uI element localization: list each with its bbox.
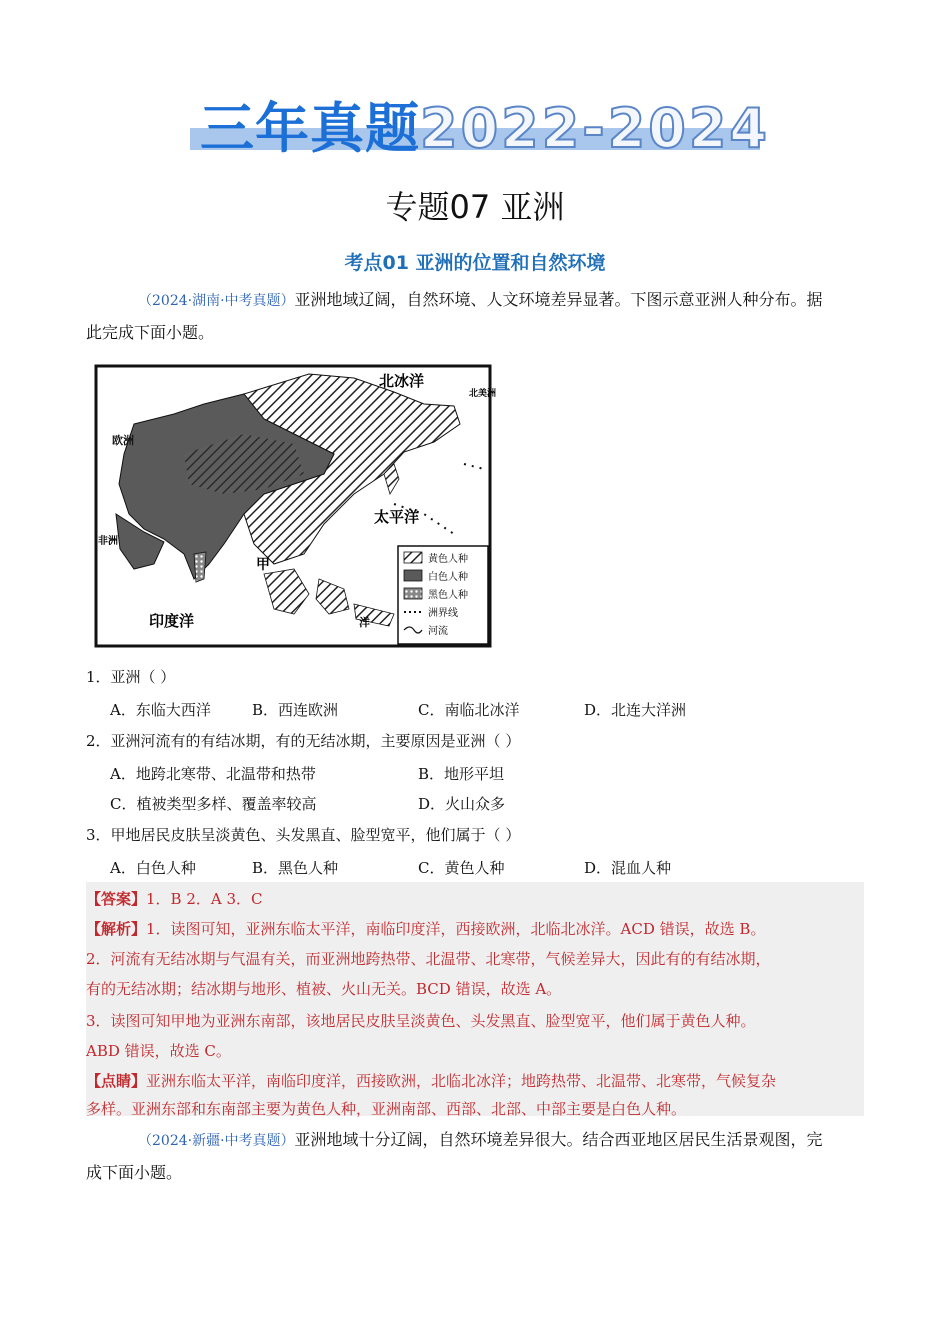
legend-white: 白色人种 (428, 572, 468, 583)
label-pacific: 太平洋 (374, 508, 420, 526)
banner-text (200, 86, 770, 163)
label-namerica: 北美洲 (469, 389, 497, 399)
asia-race-map (94, 364, 497, 648)
q3-option-b: B．黑色人种 (252, 859, 339, 877)
analysis-line-4: 3．读图可知甲地为亚洲东南部，该地居民皮肤呈淡黄色、头发黑直、脸型宽平，他们属于黄色人种。 (86, 1012, 756, 1030)
section-subtitle: 考点01 亚洲的位置和自然环境 (344, 252, 606, 274)
legend-swatch-yellow (404, 552, 422, 563)
analysis-tag: 【解析】 (86, 920, 147, 938)
question-3-stem: 3．甲地居民皮肤呈淡黄色、头发黑直、脸型宽平，他们属于（ ） (86, 826, 521, 844)
black-race-region (194, 552, 206, 582)
legend-swatch-black (404, 588, 422, 599)
intro2-line2: 成下面小题。 (86, 1163, 183, 1182)
q2-option-c: C．植被类型多样、覆盖率较高 (110, 795, 317, 813)
q1-option-b: B．西连欧洲 (252, 701, 339, 719)
intro-paragraph-2 (86, 1124, 866, 1189)
intro1-line2: 此完成下面小题。 (86, 323, 215, 342)
q2-option-b: B．地形平坦 (418, 765, 505, 783)
intro1-line1 (86, 284, 866, 317)
analysis-text-1: 1．读图可知，亚洲东临太平洋，南临印度洋，西接欧洲，北临北冰洋。ACD 错误，故选 B。 (146, 920, 766, 938)
q3-option-d: D．混血人种 (584, 859, 672, 877)
q3-option-c: C．黄色人种 (418, 859, 505, 877)
question-2-stem: 2．亚洲河流有的有结冰期，有的无结冰期，主要原因是亚洲（ ） (86, 732, 521, 750)
source-tag-2: （2024·新疆·中考真题） (138, 1133, 295, 1149)
intro2-line1 (86, 1124, 866, 1157)
answer-text: 1．B 2．A 3．C (146, 890, 263, 908)
intro1-text: 亚洲地域辽阔，自然环境、人文环境差异显著。下图示意亚洲人种分布。据 (294, 290, 823, 309)
note-line-1 (86, 1070, 776, 1091)
source-tag: （2024·湖南·中考真题） (138, 293, 295, 309)
header-banner (190, 92, 770, 160)
analysis-line-5: ABD 错误，故选 C。 (86, 1042, 231, 1060)
q3-option-a: A．白色人种 (110, 859, 196, 877)
note-line-2: 多样。亚洲东部和东南部主要为黄色人种，亚洲南部、西部、北部、中部主要是白色人种。 (86, 1100, 687, 1118)
intro-paragraph-1 (86, 284, 866, 349)
label-africa: 非洲 (98, 536, 118, 547)
banner-cn: 三年真题 (200, 97, 420, 160)
q2-option-a: A．地跨北寒带、北温带和热带 (110, 765, 316, 783)
label-europe: 欧洲 (112, 434, 134, 447)
intro2-text: 亚洲地域十分辽阔，自然环境差异很大。结合西亚地区居民生活景观图，完 (294, 1130, 823, 1149)
label-indian: 印度洋 (149, 612, 195, 630)
answer-tag: 【答案】 (86, 890, 147, 908)
note-tag: 【点睛】 (86, 1072, 147, 1090)
note-text-1: 亚洲东临太平洋，南临印度洋，西接欧洲，北临北冰洋；地跨热带、北温带、北寒带，气候复杂 (146, 1072, 777, 1090)
legend-yellow: 黄色人种 (428, 554, 468, 565)
q2-option-d: D．火山众多 (418, 795, 506, 813)
q1-option-d: D．北连大洋洲 (584, 701, 687, 719)
legend-boundary: 洲界线 (428, 608, 458, 619)
banner-years: 2022-2024 (420, 97, 770, 160)
answer-line (86, 888, 263, 909)
label-jia: 甲 (256, 557, 270, 573)
page-title: 专题07 亚洲 (385, 188, 565, 226)
legend-swatch-white (404, 570, 422, 581)
q1-option-c: C．南临北冰洋 (418, 701, 520, 719)
label-arctic: 北冰洋 (379, 372, 425, 390)
q1-option-a: A．东临大西洋 (110, 701, 211, 719)
legend-river: 河流 (428, 626, 448, 637)
question-1-stem: 1．亚洲（ ） (86, 668, 176, 686)
analysis-line-2: 2．河流有无结冰期与气温有关，而亚洲地跨热带、北温带、北寒带，气候差异大，因此有的有结冰期， (86, 950, 771, 968)
legend-black: 黑色人种 (428, 590, 468, 601)
label-ocean-tail: 洋 (359, 616, 370, 629)
analysis-line-1 (86, 918, 765, 939)
analysis-line-3: 有的无结冰期；结冰期与地形、植被、火山无关。BCD 错误，故选 A。 (86, 980, 562, 998)
